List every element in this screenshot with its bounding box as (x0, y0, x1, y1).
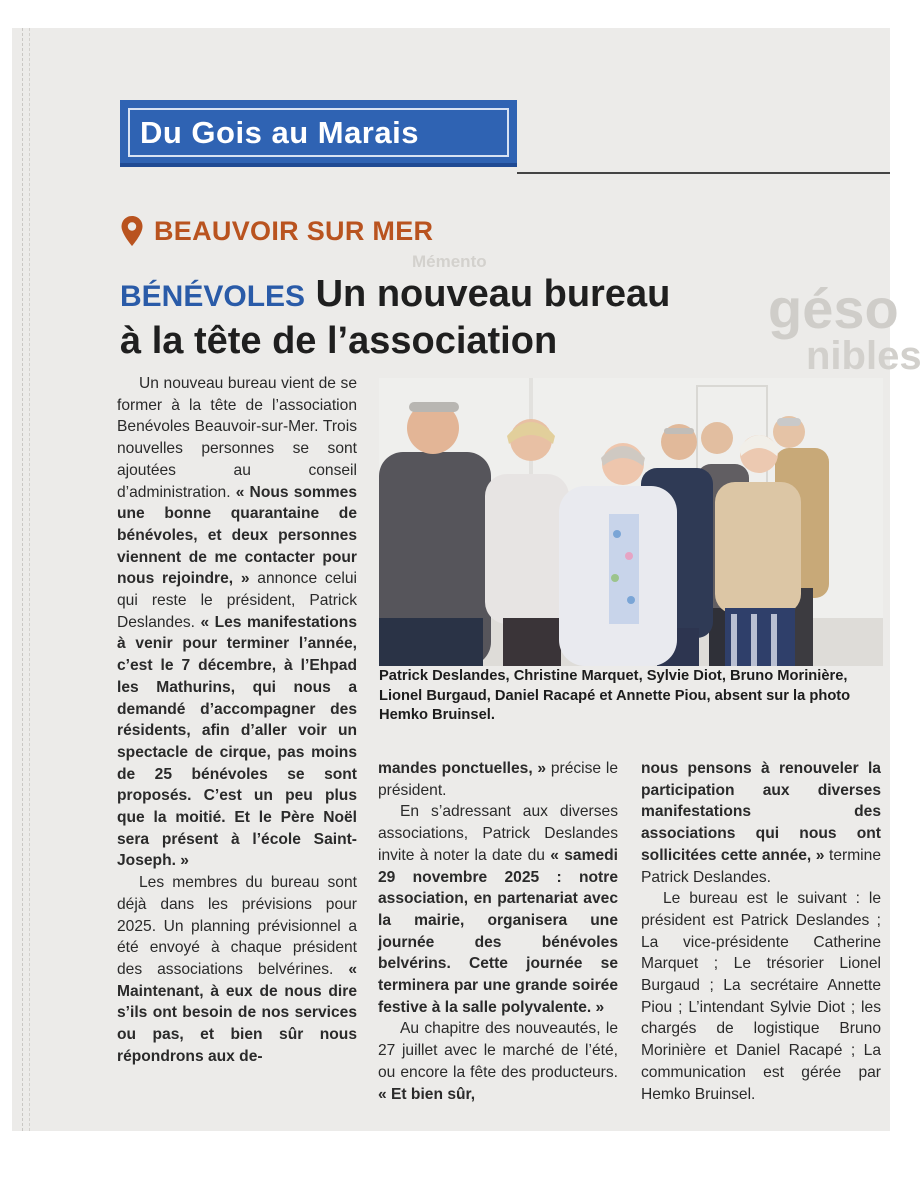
quote: « Maintenant, à eux de nous dire s’ils ont besoin de nos services ou pas, et bien sûr nous répondrons aux de- (117, 960, 357, 1065)
paragraph (641, 758, 881, 888)
headline-line-2: à la tête de l’association (120, 320, 558, 362)
rubric-title: Du Gois au Marais (140, 114, 419, 150)
body-text: Au chapitre des nouveautés, le 27 juillet avec le marché de l’été, ou encore la fête des producteurs. (378, 1020, 618, 1081)
body-text: annonce celui qui reste le président, Patrick Deslandes. (117, 570, 357, 631)
quote: « Les manifestations à venir pour terminer l’année, c’est le 7 décembre, à l’Ehpad les Mathurins, qui nous a demandé d’accompagner des résidents, afin d’aller voir un spectacle de cirque, pas moins de 25 bénévoles se sont proposés. C’est un peu plus que la moitié. Et le Père Noël sera présent à l’école Saint-Joseph. » (117, 613, 357, 870)
photo-caption: Patrick Deslandes, Christine Marquet, Sylvie Diot, Bruno Morinière, Lionel Burgaud, Daniel Racapé et Annette Piou, absent sur la photo Hemko Bruinsel. (379, 668, 851, 723)
quote: « Et bien sûr, (378, 1085, 476, 1103)
body-text: Les membres du bureau sont déjà dans les prévisions pour 2025. Un planning prévisionnel a été envoyé à chaque président des associations belvérines. (117, 874, 357, 978)
photo-illustration (379, 378, 883, 666)
body-text: En s’adressant aux diverses associations, Patrick Deslandes invite à noter la date du (378, 803, 618, 864)
headline-kicker: BÉNÉVOLES (120, 280, 306, 313)
paragraph (378, 801, 618, 1018)
rubric-frame (128, 108, 509, 157)
body-text: Un nouveau bureau vient de se former à la tête de l’association Benévoles Beauvoir-sur-Mer. Trois nouvelles personnes se sont ajoutées au conseil d’administration. (117, 375, 357, 501)
group-photo (379, 378, 883, 666)
paragraph (378, 1018, 618, 1105)
quote: « samedi 29 novembre 2025 : notre association, en partenariat avec la mairie, organisera une journée des bénévoles belvérins. Cette journée se terminera par une grande soirée festive à la salle polyvalente. » (378, 846, 618, 1016)
article-column-3 (641, 758, 881, 1105)
section-rule (517, 172, 890, 174)
paragraph (378, 758, 618, 801)
body-text: Le bureau est le suivant : le président est Patrick Deslandes ; La vice-présidente Catherine Marquet ; Le trésorier Lionel Burgaud ; La secrétaire Annette Piou ; L’intendant Sylvie Diot ; les chargés de logistique Bruno Morinière et Daniel Racapé ; La communication est gérée par Hemko Bruinsel. (641, 890, 881, 1103)
paragraph (117, 373, 357, 872)
bleed-through-text: géso (768, 277, 899, 340)
article-column-2 (378, 758, 618, 1105)
headline-line-1: Un nouveau bureau (315, 273, 671, 315)
quote: nous pensons à renouveler la participation aux diverses manifestations des associations qui nous ont sollicitées cette année, » (641, 760, 881, 864)
bleed-through-text: Mémento (412, 252, 487, 271)
quote: « Nous sommes une bonne quarantaine de bénévoles, et deux personnes viennent de me contacter pour nous rejoindre, » (117, 483, 357, 588)
body-text: termine Patrick Deslandes. (641, 846, 881, 886)
article-headline (120, 272, 760, 363)
location-line (120, 215, 433, 247)
quote: mandes ponctuelles, » (378, 760, 547, 777)
bleed-through-text: nibles (806, 334, 922, 378)
paragraph (117, 872, 357, 1067)
map-pin-icon (120, 215, 144, 247)
article-column-1 (117, 373, 357, 1068)
paragraph (641, 888, 881, 1105)
section-rubric (120, 100, 517, 167)
page-fold-line (22, 28, 30, 1131)
location-label: BEAUVOIR SUR MER (154, 215, 434, 246)
body-text: précise le président. (378, 760, 618, 799)
